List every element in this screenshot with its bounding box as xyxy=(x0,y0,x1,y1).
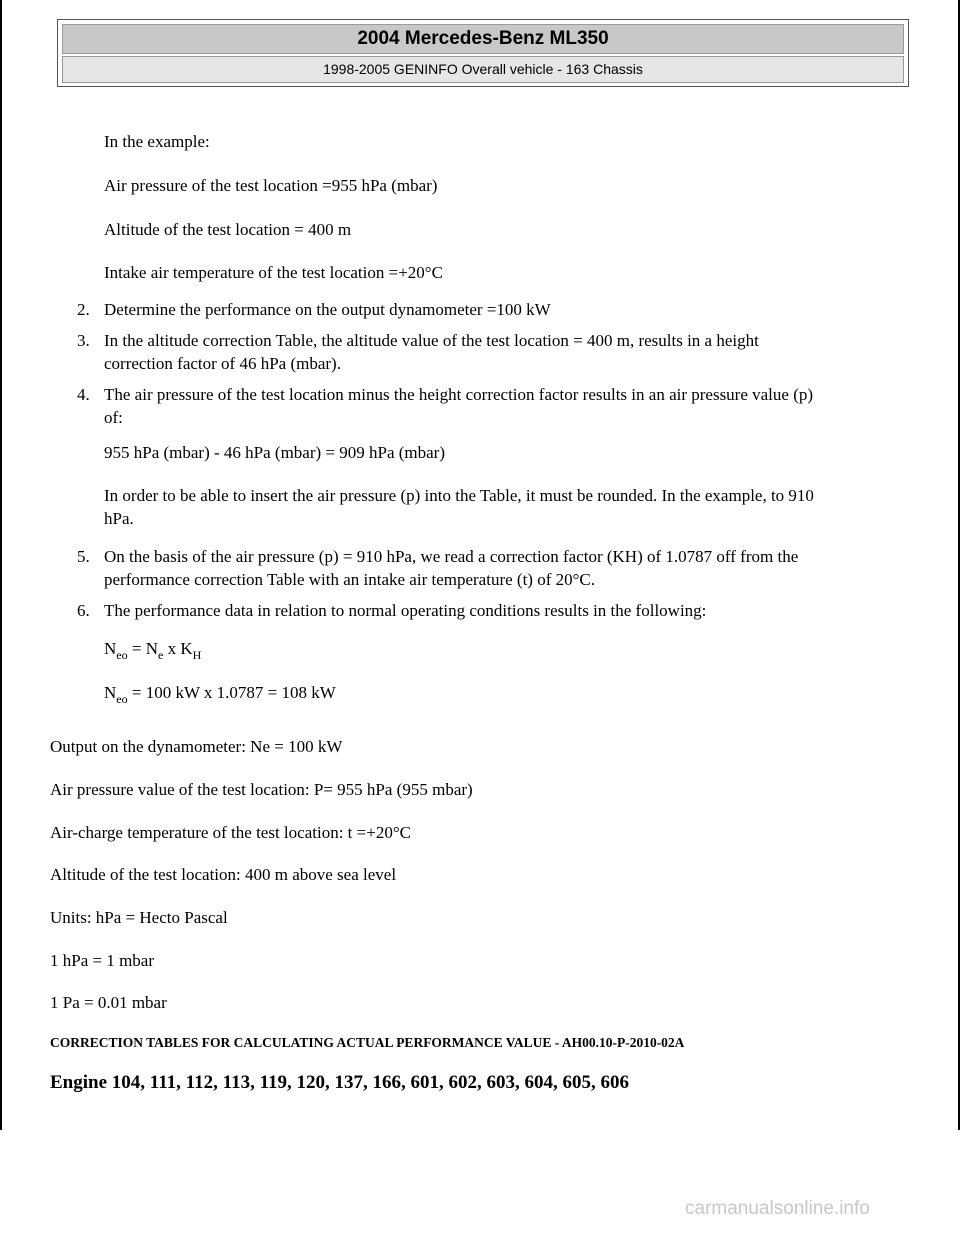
step-number: 3. xyxy=(77,331,90,350)
summary-line: Altitude of the test location: 400 m above sea level xyxy=(50,865,397,884)
formula-result: $N_{eo} = 100$ kW x 1.0787 = 108 kW xyxy=(104,683,336,706)
step-calculation: 955 hPa (mbar) - 46 hPa (mbar) = 909 hPa (mbar) xyxy=(104,443,446,462)
step-text: The air pressure of the test location minus the height correction factor results in an air pressure value (p) xyxy=(104,385,814,404)
header-subtitle: 1998-2005 GENINFO Overall vehicle - 163 Chassis xyxy=(62,56,904,83)
example-altitude: Altitude of the test location = 400 m xyxy=(104,220,352,239)
step-number: 5. xyxy=(77,547,90,566)
summary-line: Air pressure value of the test location: P= 955 hPa (955 mbar) xyxy=(50,780,473,799)
step-number: 2. xyxy=(77,300,90,319)
section-heading: CORRECTION TABLES FOR CALCULATING ACTUAL PERFORMANCE VALUE - AH00.10-P-2010-02A xyxy=(50,1035,685,1050)
summary-line: Output on the dynamometer: Ne = 100 kW xyxy=(50,737,343,756)
summary-line: 1 hPa = 1 mbar xyxy=(50,951,155,970)
step-text: On the basis of the air pressure (p) = 910 hPa, we read a correction factor (KH) of 1.0787 off from the xyxy=(104,547,799,566)
step-note: hPa. xyxy=(104,509,134,528)
step-number: 4. xyxy=(77,385,90,404)
step-number: 6. xyxy=(77,601,90,620)
step-text: In the altitude correction Table, the altitude value of the test location = 400 m, results in a height xyxy=(104,331,759,350)
example-intake-temp: Intake air temperature of the test location =+20°C xyxy=(104,263,443,282)
step-text: The performance data in relation to normal operating conditions results in the following: xyxy=(104,601,707,620)
step-text: performance correction Table with an intake air temperature (t) of 20°C. xyxy=(104,570,595,589)
example-air-pressure: Air pressure of the test location =955 hPa (mbar) xyxy=(104,176,438,195)
header-title: 2004 Mercedes-Benz ML350 xyxy=(62,24,904,54)
example-intro: In the example: xyxy=(104,132,210,151)
summary-line: 1 Pa = 0.01 mbar xyxy=(50,993,167,1012)
step-note: In order to be able to insert the air pressure (p) into the Table, it must be rounded. In the example, to 910 xyxy=(104,486,814,505)
step-text: Determine the performance on the output dynamometer =100 kW xyxy=(104,300,551,319)
summary-line: Units: hPa = Hecto Pascal xyxy=(50,908,228,927)
step-text: of: xyxy=(104,408,123,427)
summary-line: Air-charge temperature of the test location: t =+20°C xyxy=(50,823,411,842)
page-frame-left xyxy=(0,0,2,1130)
step-text: correction factor of 46 hPa (mbar). xyxy=(104,354,341,373)
site-watermark: carmanualsonline.info xyxy=(685,1198,870,1219)
page-header xyxy=(57,19,909,87)
engine-heading: Engine 104, 111, 112, 113, 119, 120, 137, 166, 601, 602, 603, 604, 605, 606 xyxy=(50,1072,630,1093)
formula-definition: $N_{eo} = N_e$ x $K_H$ xyxy=(104,639,202,662)
